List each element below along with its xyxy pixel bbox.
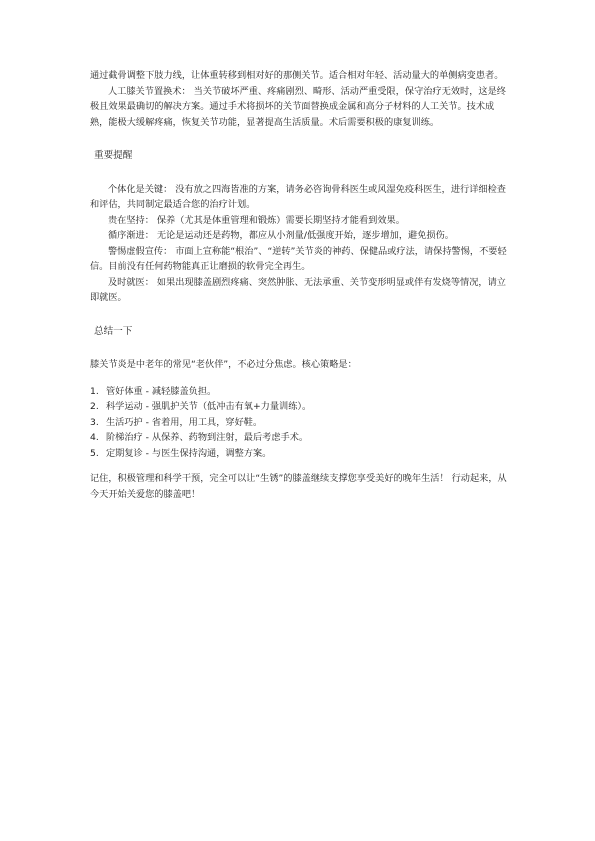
reminder-item: 贵在坚持： 保养（尤其是体重管理和锻炼）需要长期坚持才能看到效果。: [108, 214, 405, 226]
list-text: 定期复诊 - 与医生保持沟通，调整方案。: [106, 447, 272, 459]
strategy-list: [90, 384, 508, 462]
list-item: [90, 384, 508, 400]
intro-paragraph-knee-replacement: 人工膝关节置换术： 当关节破坏严重、疼痛剧烈、畸形、活动严重受限，保守治疗无效时，这是终极且效果最确切的解决方案。通过手术将损坏的关节面替换成金属和高分子材料的人工关节。技术成熟，能极大缓解疼痛，恢复关节功能，显著提高生活质量。术后需要积极的康复训练。: [90, 85, 506, 128]
closing-paragraph: 记住，积极管理和科学干预，完全可以让“生锈”的膝盖继续支撑您享受美好的晚年生活！ 行动起来，从今天开始关爱您的膝盖吧！: [90, 473, 507, 500]
summary-heading: 总结一下: [94, 325, 133, 337]
summary-intro: 膝关节炎是中老年的常见“老伙伴”，不必过分焦虑。核心策略是：: [90, 359, 357, 370]
list-text: 阶梯治疗 - 从保养、药物到注射，最后考虑手术。: [106, 432, 309, 443]
list-text: 生活巧护 - 省着用，用工具，穿好鞋。: [106, 416, 263, 428]
list-number: 2.: [90, 401, 99, 412]
list-number: 5.: [90, 447, 99, 459]
reminder-item: 循序渐进： 无论是运动还是药物，都应从小剂量/低强度开始，逐步增加，避免损伤。: [108, 230, 454, 241]
spacer: [90, 461, 508, 471]
reminder-item: 个体化是关键： 没有放之四海皆准的方案，请务必咨询骨科医生或风湿免疫科医生，进行详细检查和评估，共同制定最适合您的治疗计划。: [90, 183, 506, 210]
reminder-item: 警惕虚假宣传： 市面上宣称能“根治”、“逆转”关节炎的神药、保健品或疗法，请保持警惕，不要轻信。目前没有任何药物能真正让磨损的软骨完全再生。: [90, 245, 507, 272]
list-item: [90, 430, 508, 446]
important-reminders-heading: 重要提醒: [94, 150, 133, 161]
list-number: 1.: [90, 385, 99, 397]
list-number: 4.: [90, 432, 99, 443]
list-item: [90, 446, 508, 462]
intro-paragraph-osteotomy: 通过截骨调整下肢力线，让体重转移到相对好的那侧关节。适合相对年轻、活动量大的单侧病变患者。: [90, 70, 504, 81]
list-text: 管好体重 - 减轻膝盖负担。: [106, 385, 217, 397]
list-item: [90, 415, 508, 431]
reminder-item: 及时就医： 如果出现膝盖剧烈疼痛、突然肿胀、无法承重、关节变形明显或伴有发烧等情况，请立即就医。: [90, 276, 506, 303]
list-item: [90, 399, 508, 415]
list-text: 科学运动 - 强肌护关节（低冲击有氧+力量训练）。: [106, 401, 312, 412]
list-number: 3.: [90, 416, 99, 428]
spacer: [90, 373, 508, 384]
document-body: [90, 68, 508, 502]
